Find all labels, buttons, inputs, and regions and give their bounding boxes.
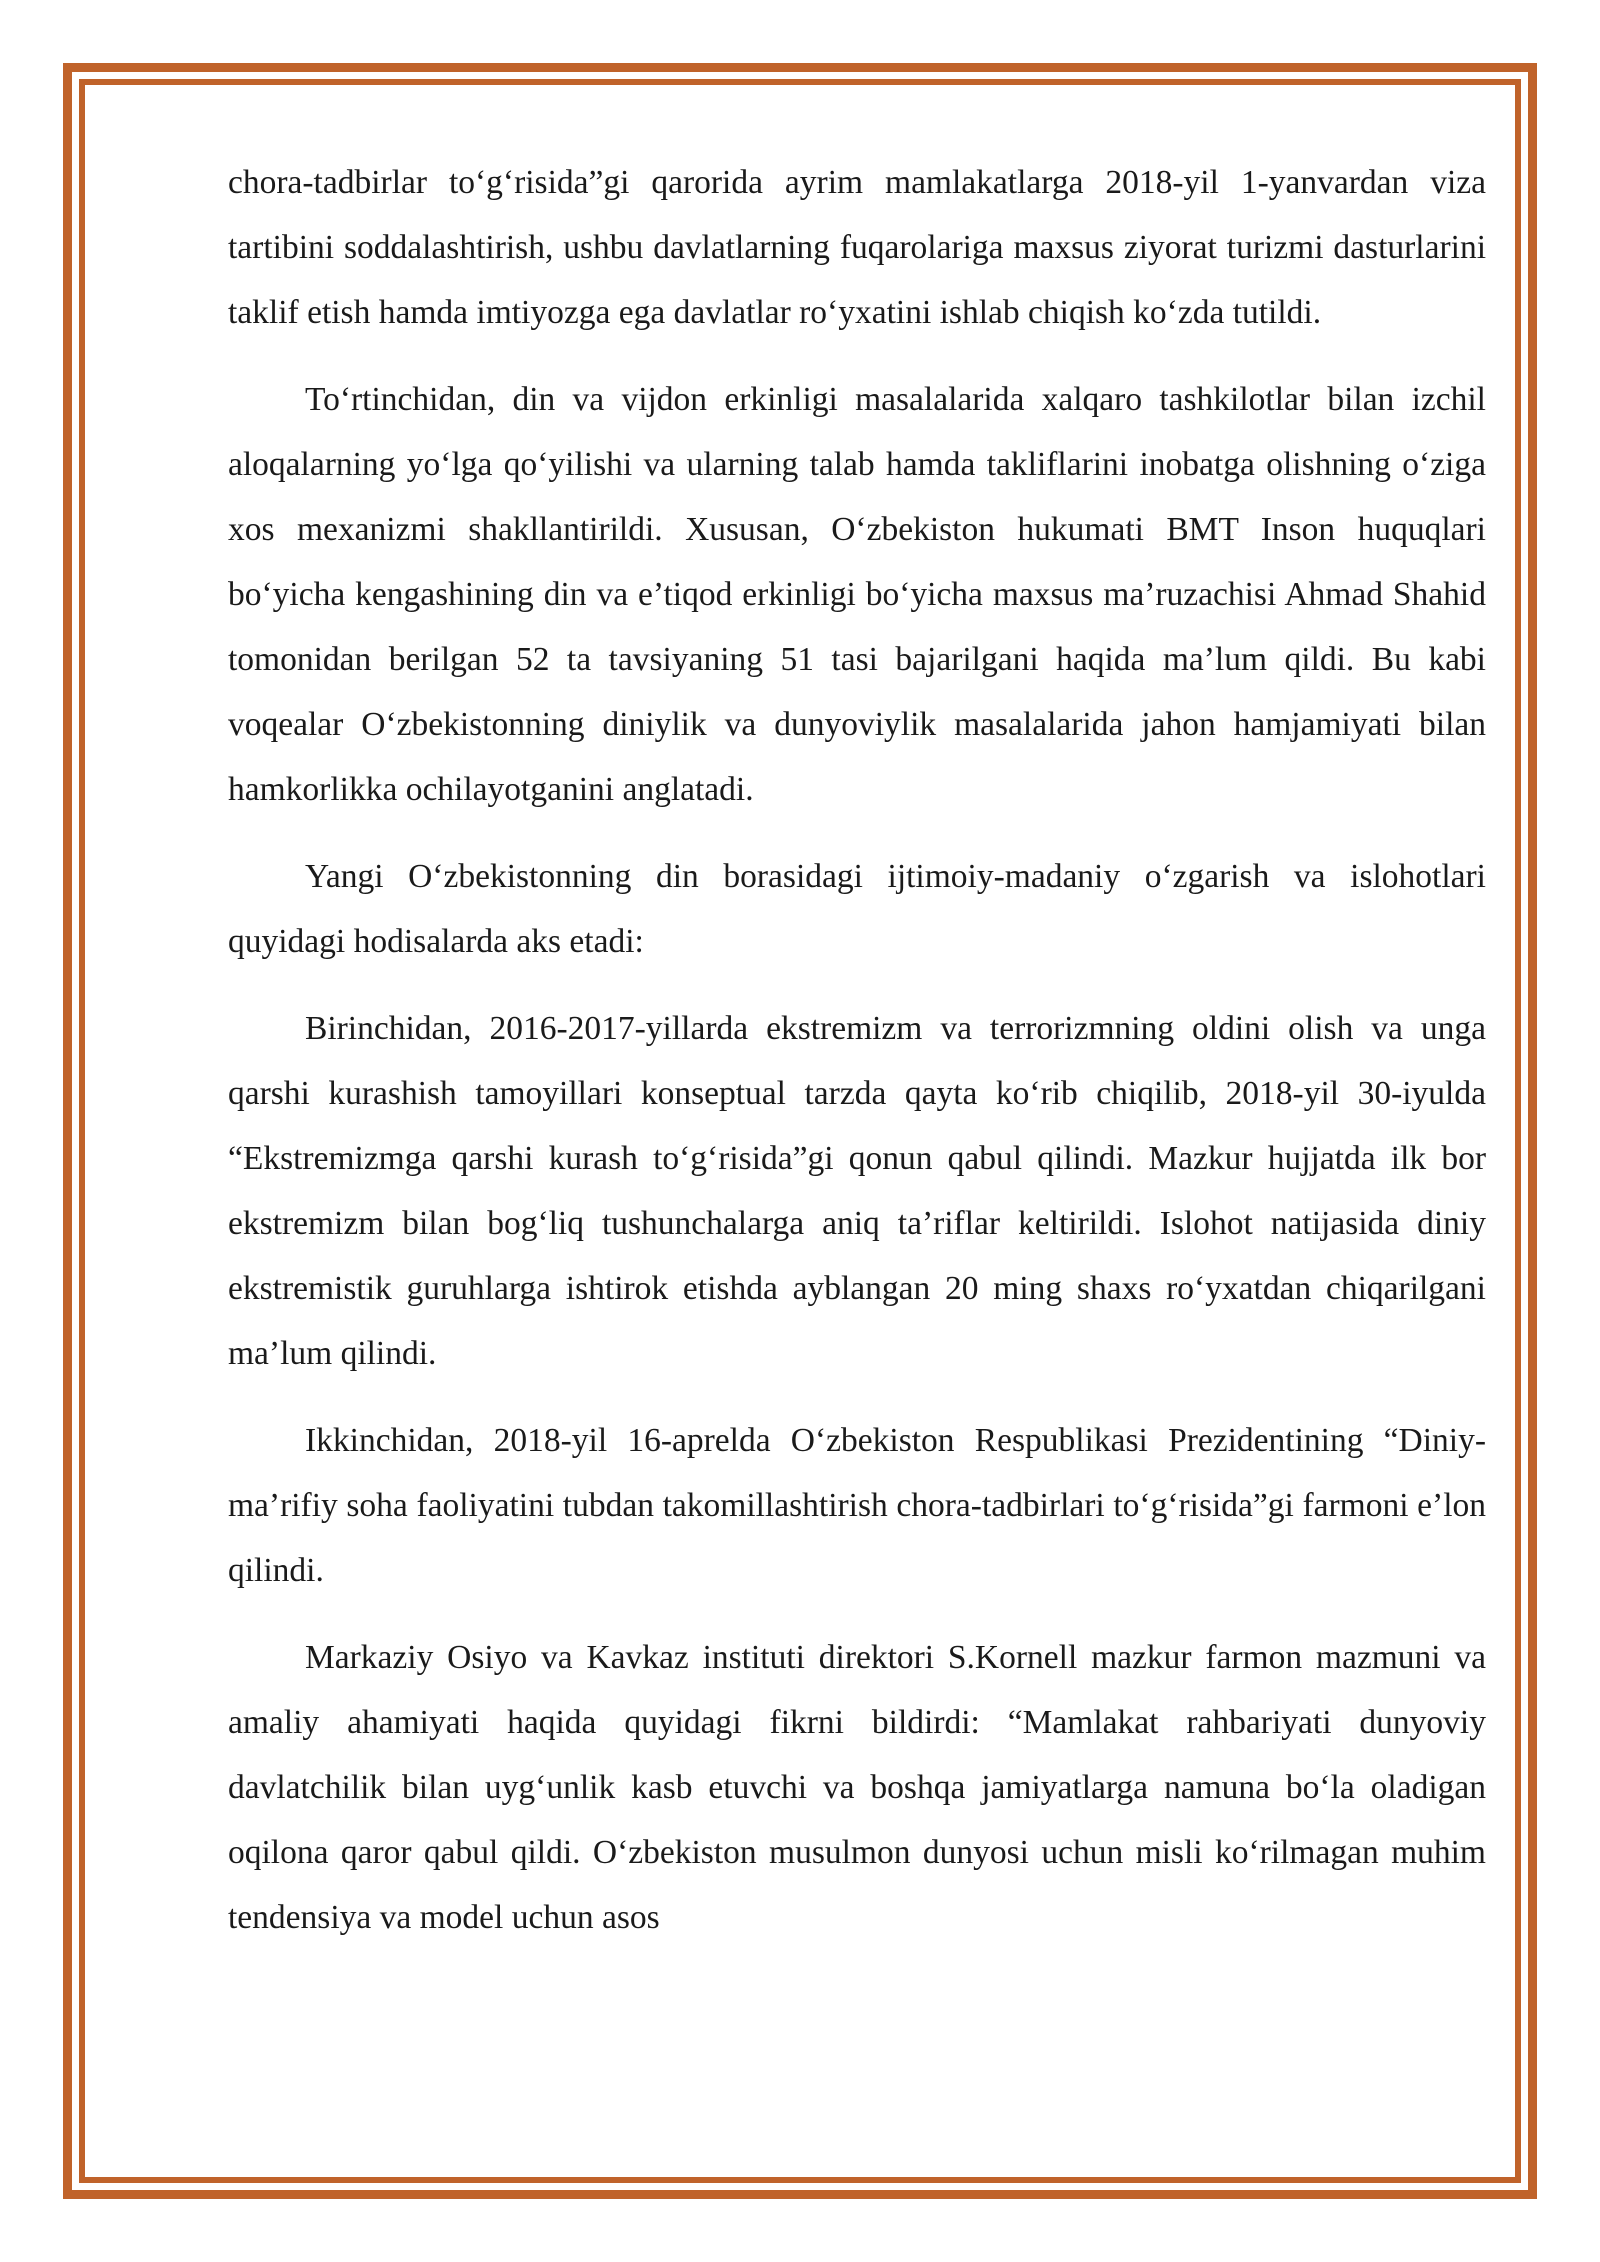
paragraph: Yangi O‘zbekistonning din borasidagi ijtimoiy-madaniy o‘zgarish va islohotlari quyidagi hodisalarda aks etadi: [228, 858, 1486, 960]
paragraph: Markaziy Osiyo va Kavkaz instituti direktori S.Kornell mazkur farmon mazmuni va amaliy ahamiyati haqida quyidagi fikrni bildirdi: “Mamlakat rahbariyati dunyoviy davlatchilik bilan uyg‘unlik kasb etuvchi va boshqa jamiyatlarga namuna bo‘la oladigan oqilona qaror qabul qildi. O‘zbekiston musulmon dunyosi uchun misli ko‘rilmagan muhim tendensiya va model uchun asos [228, 1639, 1486, 1936]
paragraph: Ikkinchidan, 2018-yil 16-aprelda O‘zbekiston Respublikasi Prezidentining “Diniy-ma’rifiy soha faoliyatini tubdan takomillashtirish chora-tadbirlari to‘g‘risida”gi farmoni e’lon qilindi. [228, 1422, 1486, 1589]
paragraph: To‘rtinchidan, din va vijdon erkinligi masalalarida xalqaro tashkilotlar bilan izchil aloqalarning yo‘lga qo‘yilishi va ularning talab hamda takliflarini inobatga olishning o‘ziga xos mexanizmi shakllantirildi. Xususan, O‘zbekiston hukumati BMT Inson huquqlari bo‘yicha kengashining din va e’tiqod erkinligi bo‘yicha maxsus ma’ruzachisi Ahmad Shahid tomonidan berilgan 52 ta tavsiyaning 51 tasi bajarilgani haqida ma’lum qildi. Bu kabi voqealar O‘zbekistonning diniylik va dunyoviylik masalalarida jahon hamjamiyati bilan hamkorlikka ochilayotganini anglatadi. [228, 381, 1486, 808]
paragraph: chora-tadbirlar to‘g‘risida”gi qarorida ayrim mamlakatlarga 2018-yil 1-yanvardan viza tartibini soddalashtirish, ushbu davlatlarning fuqarolariga maxsus ziyorat turizmi dasturlarini taklif etish hamda imtiyozga ega davlatlar ro‘yxatini ishlab chiqish ko‘zda tutildi. [228, 164, 1486, 331]
document-body [228, 150, 1486, 1972]
paragraph: Birinchidan, 2016-2017-yillarda ekstremizm va terrorizmning oldini olish va unga qarshi kurashish tamoyillari konseptual tarzda qayta ko‘rib chiqilib, 2018-yil 30-iyulda “Ekstremizmga qarshi kurash to‘g‘risida”gi qonun qabul qilindi. Mazkur hujjatda ilk bor ekstremizm bilan bog‘liq tushunchalarga aniq ta’riflar keltirildi. Islohot natijasida diniy ekstremistik guruhlarga ishtirok etishda ayblangan 20 ming shaxs ro‘yxatdan chiqarilgani ma’lum qilindi. [228, 1010, 1486, 1372]
